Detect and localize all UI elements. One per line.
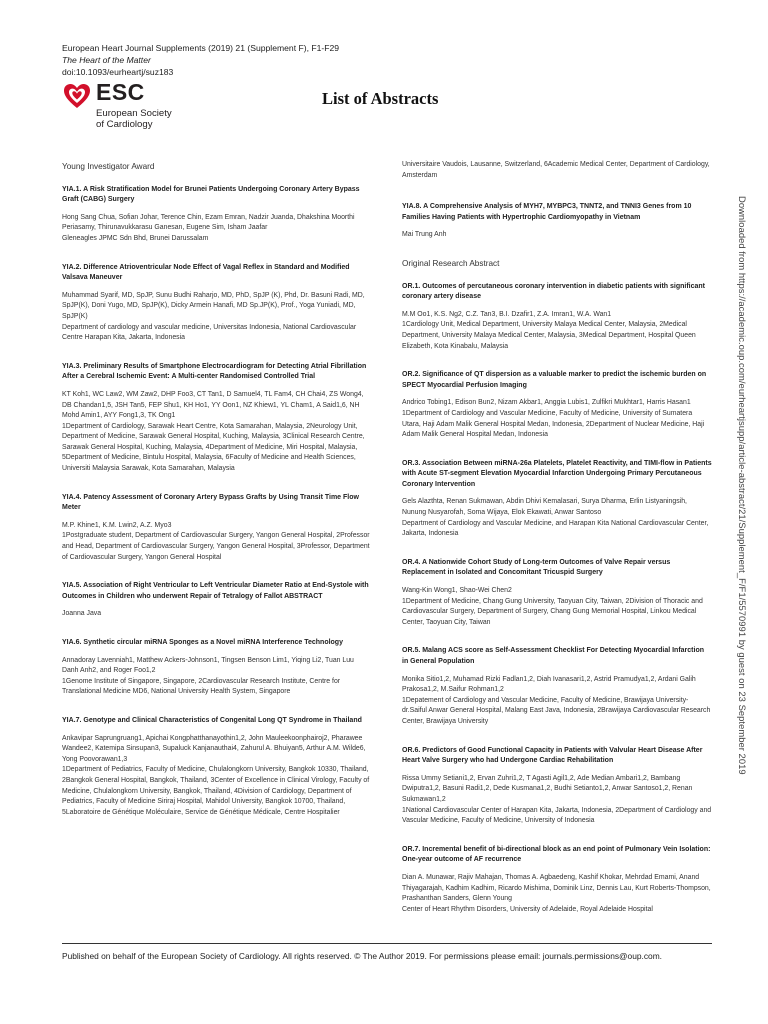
footer-divider: [62, 943, 712, 944]
abstract-yia-2: [62, 263, 372, 344]
abstract-authors: Wang-Kin Wong1, Shao-Wei Chen2: [402, 587, 512, 595]
footer-text: Published on behalf of the European Society of Cardiology. All rights reserved. © The Author 2019. For permissions please email: journals.permissions@oup.com.: [62, 951, 662, 961]
abstract-or-5: [402, 646, 712, 727]
abstract-yia-1: [62, 185, 372, 245]
abstract-or-2: [402, 370, 712, 441]
abstract-authors: Andrico Tobing1, Edison Bun2, Nizam Akbar1, Anggia Lubis1, Zulfikri Mukhtar1, Harris Hasan1: [402, 399, 691, 407]
abstract-or-4: [402, 558, 712, 629]
abstract-title: OR.5. Malang ACS score as Self-Assessment Checklist For Detecting Myocardial Infarction in General Population: [402, 647, 704, 665]
journal-doi[interactable]: doi:10.1093/eurheartj/suz183: [62, 67, 174, 77]
abstract-authors: Mai Trung Anh: [402, 231, 447, 239]
abstract-authors: Dian A. Munawar, Rajiv Mahajan, Thomas A. Agbaedeng, Kashif Khokar, Mehrdad Emami, Anand Thiyagarajah, Kadhim Kadhim, Ricardo Mishima, Dominik Linz, Dennis Lau, Kurt Roberts-Thompson, Prashanthan Sanders, Glenn Young: [402, 873, 711, 903]
abstract-affiliation: 1Department of Pediatrics, Faculty of Medicine, Chulalongkorn University, Bangkok 10330, Thailand, 2Bangkok General Hospital, Bangkok, Thailand, 3Center of Excellence in Clinical Virology, Faculty of Medicine, Chulalongkorn University, Bangkok, Thailand, 4Division of Cardiology, Department of Pediatrics, Faculty of Medicine Siriraj Hospital, Mahidol University, Bangkok 10700, Thailand, 5Laboratoire de Génétique Moléculaire, Service de Génétique Médicale, Centre Hospitalier: [62, 766, 370, 816]
abstract-title: YIA.7. Genotype and Clinical Characteristics of Congenital Long QT Syndrome in Thailand: [62, 716, 362, 724]
abstract-affiliation: 1Postgraduate student, Department of Cardiovascular Surgery, Yangon General Hospital, 2Professor and Head, Department of Cardiovascular Surgery, Yangon General Hospital, 3Professor, Department of Cardiovascular Surgery, Yangon General Hospital: [62, 532, 370, 561]
abstract-title: OR.1. Outcomes of percutaneous coronary intervention in diabetic patients with significant coronary artery disease: [402, 282, 705, 301]
abstract-authors: M.M Oo1, K.S. Ng2, C.Z. Tan3, B.I. Dzafir1, Z.A. Imran1, W.A. Wan1: [402, 310, 612, 318]
abstract-yia-7: [62, 716, 372, 818]
abstract-title: OR.4. A Nationwide Cohort Study of Long-term Outcomes of Valve Repair versus Replacement in Isolated and Concomitant Tricuspid Surgery: [402, 558, 671, 577]
download-watermark: [737, 196, 749, 776]
section-heading-yia: Young Investigator Award: [62, 162, 155, 171]
abstract-affiliation: 1Department of Cardiology and Vascular Medicine, Faculty of Medicine, University of Sumatera Utara, Haji Adam Malik General Hospital Medan, Indonesia, 2Department of Nuclear Medicine, Haji Adam Malik General Hospital Medan, Indonesia: [402, 409, 705, 439]
logo-fullname: European Society of Cardiology: [96, 108, 172, 130]
abstract-authors: Ankavipar Saprungruang1, Apichai Kongphatthanayothin1,2, John Mauleekoonphairoj2, Pharawee Wandee2, Katemipa Sinsupan3, Supaluck Kanjanauthai4, Zahurul A. Bhuiyan5, Arthur A.M. Wilde6, Yong Poovorawan1,3: [62, 734, 366, 763]
abstract-affiliation: Center of Heart Rhythm Disorders, University of Adelaide, Royal Adelaide Hospital: [402, 905, 653, 913]
abstract-authors: Hong Sang Chua, Sofian Johar, Terence Chin, Ezam Emran, Nadzir Juanda, Dhakshina Moorthi Periasamy, Thirunavukkarasu Ganesan, Eugene Sim, Isham Jaafar: [62, 213, 355, 232]
abstract-yia-4: [62, 493, 372, 564]
abstract-title: YIA.4. Patency Assessment of Coronary Artery Bypass Grafts by Using Transit Time Flow Meter: [62, 493, 359, 512]
abstract-title: OR.2. Significance of QT dispersion as a valuable marker to predict the ischemic burden on SPECT Myocardial Perfusion Imaging: [402, 371, 707, 389]
abstract-authors: Rissa Ummy Setiani1,2, Ervan Zuhri1,2, T Agasti Agil1,2, Ade Median Ambari1,2, Bambang Dwiputra1,2, Basuni Radi1,2, Dede Kusmana1,2, Budhi Setianto1,2, Anwar Santoso1,2, Renan Sukmawan1,2: [402, 774, 693, 803]
heart-logo-icon: [62, 81, 92, 111]
abstract-affiliation: 1Cardiology Unit, Medical Department, University Malaya Medical Center, Malaysia, 2Medical Department, University Malaya Medical Center, Malaysia, 3Medical Department, Hospital Queen Elizabeth, Kota Kinabalu, Malaysia: [402, 321, 696, 350]
abstract-authors: Annadoray Lavenniah1, Matthew Ackers-Johnson1, Tingsen Benson Lim1, Yiqing Li2, Tuan Luu Danh Anh2, and Roger Foo1,2: [62, 656, 354, 675]
logo-wordmark: ESC: [96, 79, 145, 105]
abstract-or-6: [402, 746, 712, 827]
abstract-affiliation: 1Depatement of Cardiology and Vascular Medicine, Faculty of Medicine, Brawijaya University-dr.Saiful Anwar General Hospital, Malang East Java, Indonesia, 2Brawijaya Cardiovascular Research Center, Brawijaya University: [402, 696, 711, 725]
abstract-or-7: [402, 845, 712, 916]
journal-tagline: The Heart of the Matter: [62, 55, 151, 65]
right-column: [402, 160, 712, 933]
left-column: [62, 160, 372, 836]
abstract-title: OR.3. Association Between miRNA-26a Platelets, Platelet Reactivity, and TIMI-flow in Patients with Acute ST-segment Elevation Myocardial Infarction Undergoing Primary Percutaneous Coronary Intervention: [402, 459, 712, 488]
abstract-affiliation: 1National Cardiovascular Center of Harapan Kita, Jakarta, Indonesia, 2Department of Cardiology and Vascular Medicine, Faculty of Medicine, University of Indonesia: [402, 806, 712, 825]
abstract-or-1: [402, 282, 712, 353]
affiliation-continuation: Universitaire Vaudois, Lausanne, Switzerland, 6Academic Medical Center, Department of Cardiology, Amsterdam: [402, 161, 710, 179]
abstract-affiliation: Gleneagles JPMC Sdn Bhd, Brunei Darussalam: [62, 234, 209, 242]
abstract-affiliation: 1Genome Institute of Singapore, Singapore, 2Cardiovascular Research Institute, Centre for Translational Medicine MD6, National University Health System, Singapore: [62, 677, 341, 696]
abstract-title: YIA.2. Difference Atrioventricular Node Effect of Vagal Reflex in Standard and Modified Valsava Maneuver: [62, 263, 350, 282]
esc-logo: [62, 81, 182, 133]
abstract-yia-6: [62, 638, 372, 698]
abstract-title: YIA.5. Association of Right Ventricular to Left Ventricular Diameter Ratio at End-Systole with Outcomes in Children who underwent Repair of Tetralogy of Fallot ABSTRACT: [62, 582, 369, 600]
abstract-or-3: [402, 459, 712, 540]
abstract-yia-8: [402, 202, 712, 241]
journal-header: [62, 42, 339, 78]
abstract-yia-3: [62, 362, 372, 475]
abstract-title: YIA.3. Preliminary Results of Smartphone Electrocardiogram for Detecting Atrial Fibrillation After a Cerebral Ischemic Event: A Multi-center Randomised Controlled Trial: [62, 362, 367, 381]
abstract-title: OR.7. Incremental benefit of bi-directional block as an end point of Pulmonary Vein Isolation: One-year outcome of AF recurrence: [402, 845, 711, 864]
abstract-authors: Gels Alazthta, Renan Sukmawan, Abdin Dhivi Kemalasari, Surya Dharma, Erlin Listyaningsih, Nunung Nusyarofah, Soma Wijaya, Elok Ekawati, Anwar Santoso: [402, 498, 687, 517]
abstract-authors: Monika Sitio1,2, Muhamad Rizki Fadlan1,2, Diah Ivanasari1,2, Astrid Pramudya1,2, Ardani Galih Prakosa1,2, M.Saifur Rohman1,2: [402, 675, 696, 694]
journal-citation: European Heart Journal Supplements (2019) 21 (Supplement F), F1-F29: [62, 43, 340, 53]
abstract-authors: Muhammad Syarif, MD, SpJP, Sunu Budhi Raharjo, MD, PhD, SpJP (K), Phd, Dr. Basuni Radi, MD, SpJP(K), Doni Yugo, MD, SpJP(K), Dicky Armein Hanafi, MD Sp.JP(K), Prof., Yoga Yuniadi, MD, SpJP(K): [62, 291, 365, 320]
abstract-affiliation: Department of Cardiology and Vascular Medicine, and Harapan Kita National Cardiovascular Center, Jakarta, Indonesia: [402, 519, 709, 538]
abstract-title: YIA.8. A Comprehensive Analysis of MYH7, MYBPC3, TNNT2, and TNNI3 Genes from 10 Families Having Patients with Hypertrophic Cardiomyopathy in Vietnam: [402, 203, 692, 221]
abstract-title: OR.6. Predictors of Good Functional Capacity in Patients with Valvular Heart Disease After Heart Valve Surgery who had Undergone Cardiac Rehabilitation: [402, 746, 703, 765]
abstract-authors: M.P. Khine1, K.M. Lwin2, A.Z. Myo3: [62, 521, 172, 529]
abstract-authors: KT Koh1, WC Law2, WM Zaw2, DHP Foo3, CT Tan1, D Samuel4, TL Fam4, CH Chai4, ZS Wong4, DB Chandan1,5, JSH Tan5, FEP Shu1, KH Ho1, YY Oon1, NZ Khiew1, YL Cham1, A Said1,6, NH Mohd Amin1, AYY Fong1,3, TK Ong1: [62, 390, 364, 420]
download-watermark-text: Downloaded from https://academic.oup.com/eurheartjsupp/article-abstract/21/Supplement_F/F1/5570991 by guest on 23 September 2019: [737, 196, 748, 775]
abstract-yia-5: [62, 581, 372, 620]
section-heading-original-research: Original Research Abstract: [402, 258, 500, 268]
abstract-affiliation: 1Department of Cardiology, Sarawak Heart Centre, Kota Samarahan, Malaysia, 2Neurology Unit, Department of Medicine, Sarawak General Hospital, Kuching, Malaysia, 3Clinical Research Centre, Sarawak General Hospital, Kuching, Malaysia, 4Department of Medicine, Miri Hospital, Malaysia, 5Department of Medicine, Bintulu Hospital, Malaysia, 6Faculty of Medicine and Health Sciences, Universiti Malaysia Sarawak, Kota Samarahan, Malaysia: [62, 422, 365, 473]
abstract-affiliation: Department of cardiology and vascular medicine, Universitas Indonesia, National Cardiovascular Centre Harapan Kita, Jakarta, Indonesia: [62, 323, 357, 342]
abstract-title: YIA.6. Synthetic circular miRNA Sponges as a Novel miRNA Interference Technology: [62, 639, 343, 646]
abstract-authors: Joanna Java: [62, 610, 102, 618]
abstract-title: YIA.1. A Risk Stratification Model for Brunei Patients Undergoing Coronary Artery Bypass Graft (CABG) Surgery: [62, 185, 360, 204]
page-title: List of Abstracts: [322, 89, 439, 108]
abstract-affiliation: 1Department of Medicine, Chang Gung University, Taoyuan City, Taiwan, 2Division of Thoracic and Cardiovascular Surgery, Department of Surgery, Chang Gung Memorial Hospital, Linkou Medical Center, Taoyuan City, Taiwan: [402, 597, 703, 626]
